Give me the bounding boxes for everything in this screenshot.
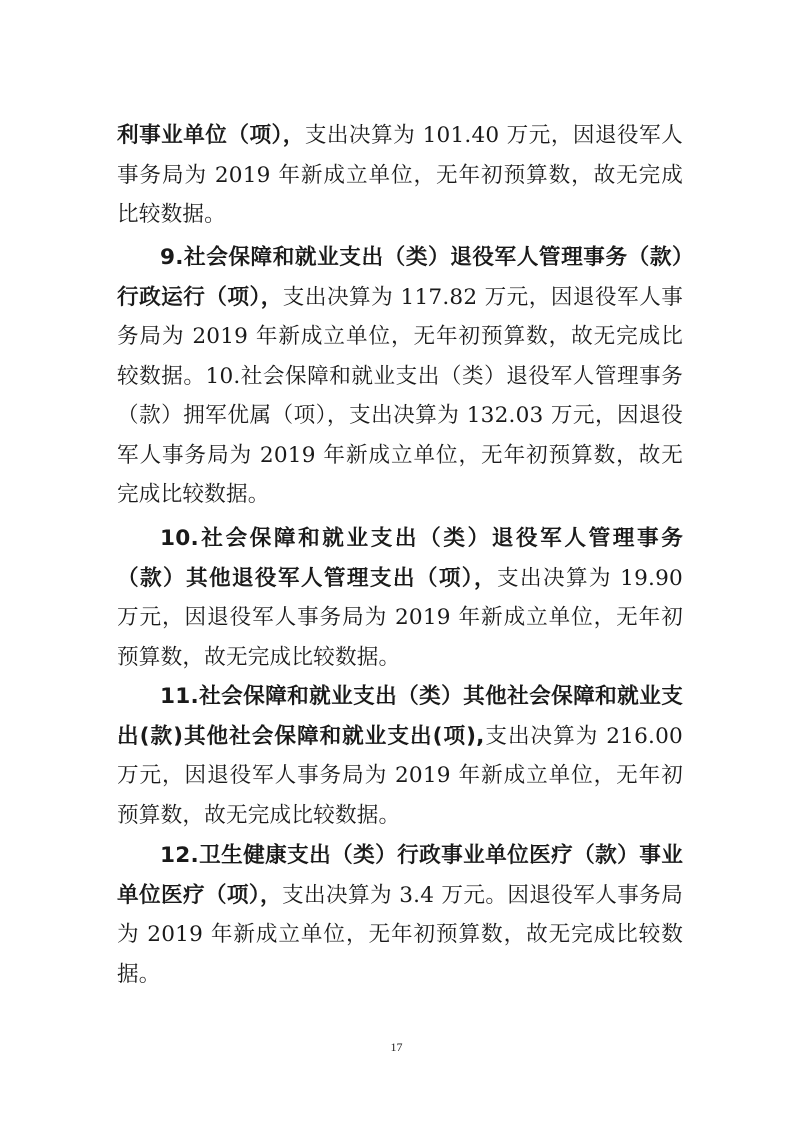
- paragraph-body: 支出决算为 117.82 万元，因退役军人事务局为 2019 年新成立单位，无年初预算数，故无完成比较数据。10.社会保障和就业支出（类）退役军人管理事务（款）拥军优属（项），支出决算为 132.03 万元，因退役军人事务局为 2019 年新成立单位，无年初预算数，故无完成比较数据。: [117, 284, 683, 507]
- paragraph-body: 支出决算为 3.4 万元。因退役军人事务局为 2019 年新成立单位，无年初预算数，故无完成比较数据。: [117, 882, 683, 987]
- paragraph-body: 支出决算为 19.90 万元，因退役军人事务局为 2019 年新成立单位，无年初预算数，故无完成比较数据。: [117, 565, 683, 670]
- paragraph-heading: 12.卫生健康支出（类）行政事业单位医疗（款）事业单位医疗（项），: [117, 843, 683, 908]
- page-number: 17: [390, 1040, 403, 1054]
- paragraph-item-12: [117, 836, 683, 994]
- paragraph-heading: 利事业单位（项），: [117, 123, 305, 148]
- paragraph-item-10: [117, 519, 683, 677]
- paragraph-continuation: [117, 116, 683, 235]
- paragraph-heading: 10.社会保障和就业支出（类）退役军人管理事务（款）其他退役军人管理支出（项），: [117, 526, 683, 591]
- paragraph-item-11: [117, 677, 683, 835]
- paragraph-body: 支出决算为 216.00 万元，因退役军人事务局为 2019 年新成立单位，无年初预算数，故无完成比较数据。: [117, 723, 683, 828]
- paragraph-heading: 11.社会保障和就业支出（类）其他社会保障和就业支出(款)其他社会保障和就业支出(项),: [117, 684, 683, 749]
- paragraph-heading: 9.社会保障和就业支出（类）退役军人管理事务（款）行政运行（项），: [117, 245, 683, 310]
- paragraph-item-9: [117, 238, 683, 515]
- paragraph-body: 支出决算为 101.40 万元，因退役军人事务局为 2019 年新成立单位，无年初预算数，故无完成比较数据。: [117, 123, 683, 227]
